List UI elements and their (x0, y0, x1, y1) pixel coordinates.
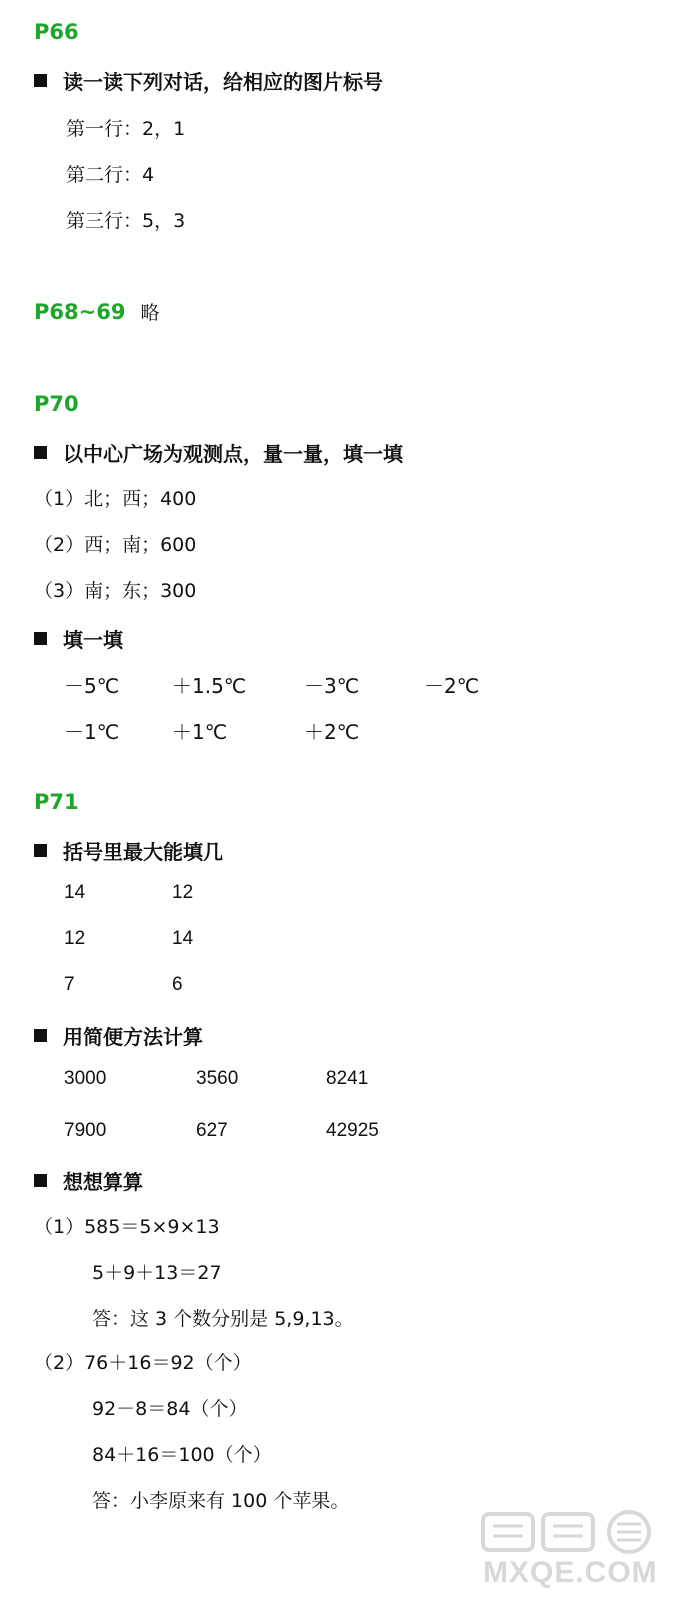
square-bullet-icon (34, 844, 47, 857)
section-heading-think-calc: 想想算算 (34, 1166, 143, 1195)
square-bullet-icon (34, 74, 47, 87)
temperature-value: －1℃ (64, 720, 120, 744)
bracket-answer: 6 (172, 974, 183, 995)
temperature-value: ＋1℃ (172, 720, 228, 744)
temperature-value: ＋1.5℃ (172, 674, 247, 698)
square-bullet-icon (34, 1029, 47, 1042)
square-bullet-icon (34, 1174, 47, 1187)
think-q2-answer: 答：小李原来有 100 个苹果。 (92, 1490, 350, 1512)
think-q2-line-3: 84＋16＝100（个） (92, 1444, 272, 1466)
answer-row-2: 第二行：4 (66, 164, 155, 186)
think-q1-line-1: （1）585＝5×9×13 (34, 1216, 220, 1238)
direction-answer-2: （2）西；南；600 (34, 534, 197, 556)
square-bullet-icon (34, 446, 47, 459)
page-number-p66: P66 (34, 20, 79, 44)
answer-row-3: 第三行：5，3 (66, 210, 186, 232)
bracket-answer: 12 (172, 882, 194, 903)
bracket-answer: 7 (64, 974, 75, 995)
bracket-answer: 14 (172, 928, 194, 949)
section-heading-dialogue: 读一读下列对话，给相应的图片标号 (34, 66, 383, 95)
temperature-value: －5℃ (64, 674, 120, 698)
think-q2-line-2: 92－8＝84（个） (92, 1398, 248, 1420)
think-q1-answer: 答：这 3 个数分别是 5,9,13。 (92, 1308, 354, 1330)
watermark-text: MXQE.COM (483, 1556, 658, 1589)
calc-result: 7900 (64, 1120, 107, 1141)
temperature-value: ＋2℃ (304, 720, 360, 744)
calc-result: 42925 (326, 1120, 379, 1141)
calc-result: 3560 (196, 1068, 239, 1089)
omitted-note: 略 (140, 302, 160, 324)
think-q1-line-2: 5＋9＋13＝27 (92, 1262, 222, 1284)
bracket-answer: 14 (64, 882, 86, 903)
temperature-value: －3℃ (304, 674, 360, 698)
page-number-p70: P70 (34, 392, 79, 416)
section-heading-observation: 以中心广场为观测点，量一量，填一填 (34, 438, 403, 467)
direction-answer-1: （1）北；西；400 (34, 488, 197, 510)
section-heading-fill: 填一填 (34, 624, 123, 653)
bracket-answer: 12 (64, 928, 86, 949)
section-heading-simple-calc: 用简便方法计算 (34, 1021, 203, 1050)
calc-result: 8241 (326, 1068, 369, 1089)
section-heading-bracket-max: 括号里最大能填几 (34, 836, 223, 865)
calc-result: 3000 (64, 1068, 107, 1089)
page-range-p68-69: P68~69 略 (34, 300, 160, 324)
calc-result: 627 (196, 1120, 228, 1141)
answer-row-1: 第一行：2，1 (66, 118, 186, 140)
page-number-p71: P71 (34, 790, 79, 814)
watermark (477, 1504, 667, 1594)
temperature-value: －2℃ (424, 674, 480, 698)
think-q2-line-1: （2）76＋16＝92（个） (34, 1352, 252, 1374)
answer-book-logo-icon (481, 1508, 661, 1554)
direction-answer-3: （3）南；东；300 (34, 580, 197, 602)
square-bullet-icon (34, 632, 47, 645)
